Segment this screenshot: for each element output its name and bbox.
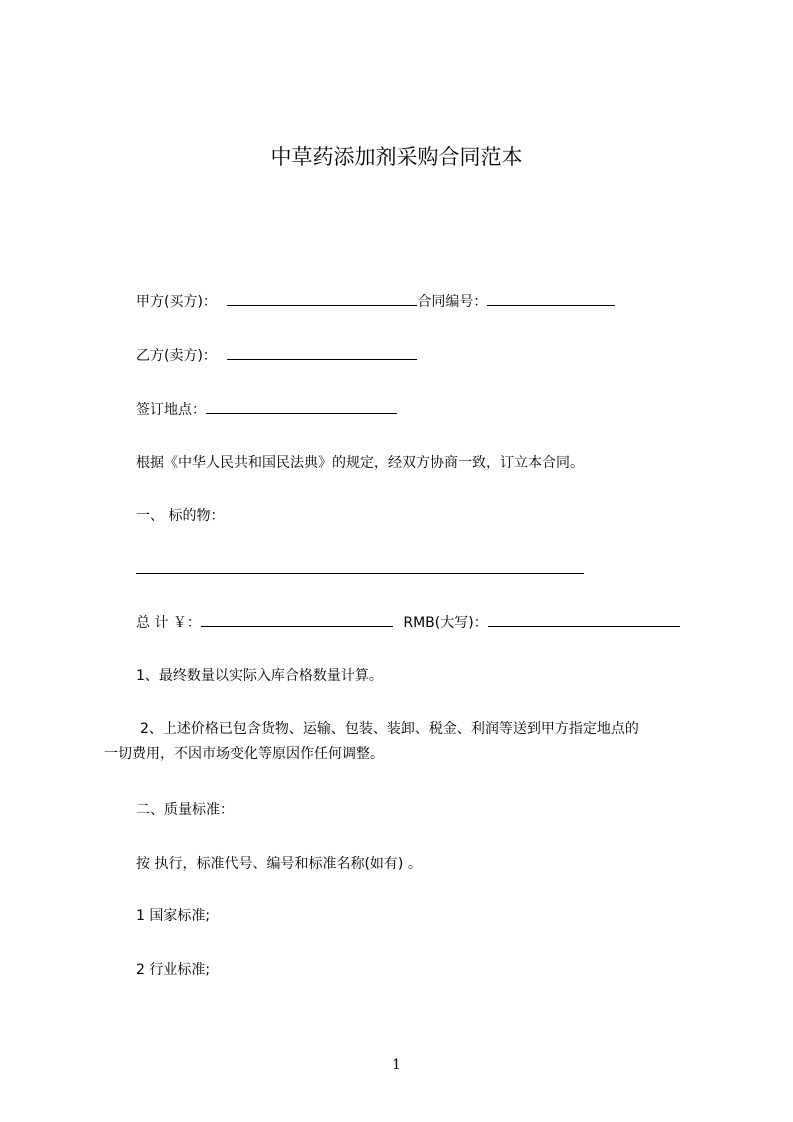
- party-b-label: 乙方(卖方)：: [136, 348, 217, 364]
- clause-2-line-2: 一切费用，不因市场变化等原因作任何调整。: [104, 746, 384, 762]
- document-title: 中草药添加剂采购合同范本: [270, 145, 523, 169]
- preamble: 根据《中华人民共和国民法典》的规定，经双方协商一致，订立本合同。: [136, 455, 584, 471]
- standard-2: 2 行业标准;: [136, 962, 211, 978]
- sign-place-row: [136, 400, 397, 419]
- contract-no-label: 合同编号：: [417, 294, 488, 310]
- contract-no-blank[interactable]: [487, 292, 615, 306]
- total-amount-blank[interactable]: [201, 613, 393, 627]
- standard-1: 1 国家标准;: [136, 908, 211, 924]
- total-label: 总 计 ￥：: [136, 615, 201, 631]
- rmb-amount-blank[interactable]: [488, 613, 680, 627]
- sign-place-label: 签订地点：: [136, 402, 206, 418]
- clause-1: 1、最终数量以实际入库合格数量计算。: [136, 668, 383, 684]
- party-b-blank[interactable]: [227, 346, 417, 360]
- section1-heading: 一、 标的物：: [136, 508, 225, 524]
- clause-2-line-1: 2、上述价格已包含货物、运输、包装、装卸、税金、利润等送到甲方指定地点的: [140, 721, 639, 737]
- party-b-row: [136, 346, 417, 365]
- party-a-label: 甲方(买方)：: [136, 294, 217, 310]
- page-number: 1: [392, 1057, 401, 1073]
- party-a-row: [136, 292, 615, 311]
- section2-heading: 二、质量标准：: [136, 802, 234, 818]
- rmb-label: RMB(大写)：: [403, 615, 488, 631]
- subject-matter-blank[interactable]: [136, 573, 584, 574]
- total-row: [136, 613, 680, 632]
- quality-text: 按 执行，标准代号、编号和标准名称(如有) 。: [136, 856, 422, 872]
- party-a-blank[interactable]: [227, 292, 417, 306]
- sign-place-blank[interactable]: [206, 400, 397, 414]
